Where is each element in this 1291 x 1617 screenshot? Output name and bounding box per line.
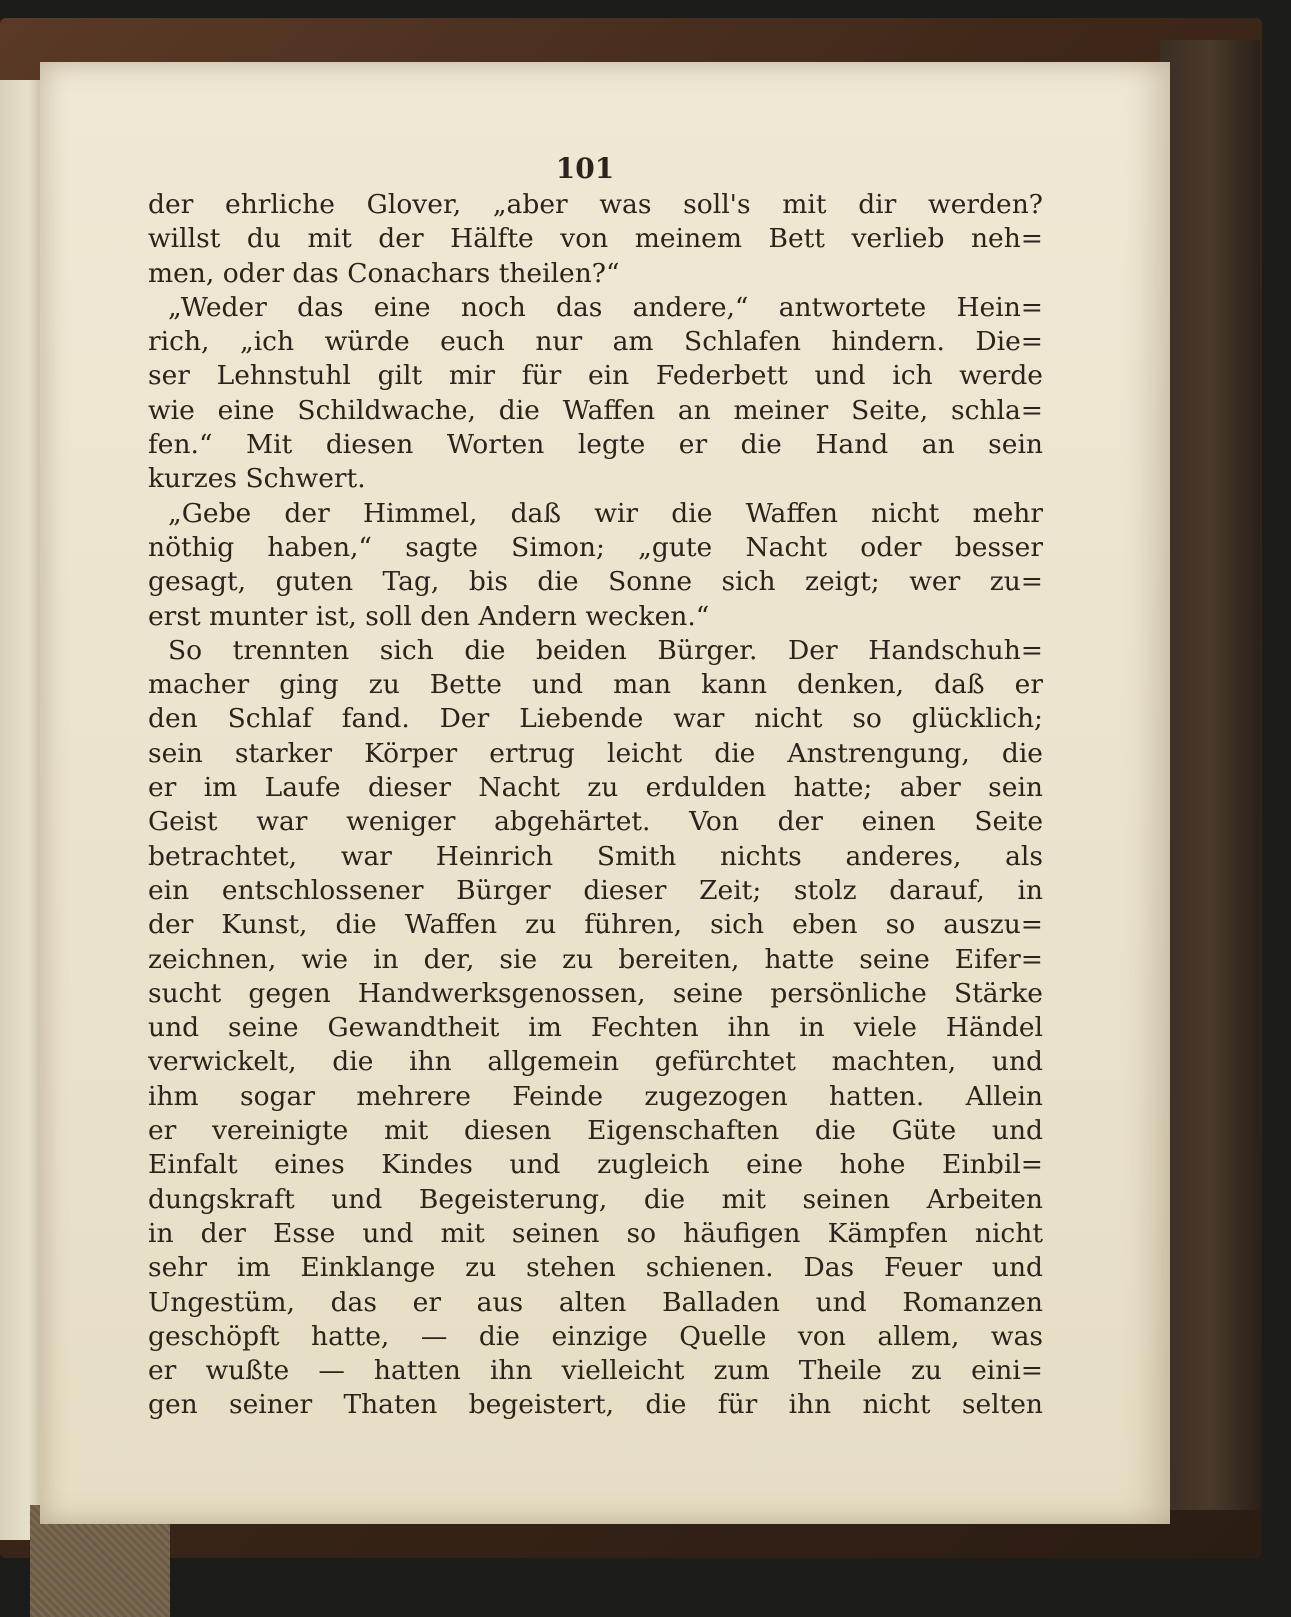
text-line: wie eine Schildwache, die Waffen an meiner Seite, schla=: [148, 394, 1043, 426]
text-line: „Weder das eine noch das andere,“ antwortete Hein=: [168, 291, 1043, 323]
text-line: So trennten sich die beiden Bürger. Der Handschuh=: [168, 634, 1043, 666]
text-line: Ungestüm, das er aus alten Balladen und Romanzen: [148, 1286, 1043, 1318]
text-line: den Schlaf fand. Der Liebende war nicht so glücklich;: [148, 703, 1043, 735]
book-cover-edge: [1160, 40, 1260, 1510]
text-line: er vereinigte mit diesen Eigenschaften die Güte und: [148, 1115, 1043, 1147]
page-number: 101: [555, 152, 615, 185]
text-line: „Gebe der Himmel, daß wir die Waffen nicht mehr: [168, 497, 1043, 529]
text-line: gen seiner Thaten begeistert, die für ihn nicht selten: [148, 1389, 1043, 1421]
text-line: fen.“ Mit diesen Worten legte er die Hand an sein: [148, 429, 1043, 461]
text-line: sein starker Körper ertrug leicht die Anstrengung, die: [148, 737, 1043, 769]
text-line: gesagt, guten Tag, bis die Sonne sich zeigt; wer zu=: [148, 566, 1043, 598]
text-line: erst munter ist, soll den Andern wecken.“: [148, 600, 710, 632]
text-line: macher ging zu Bette und man kann denken, daß er: [148, 669, 1043, 701]
text-line: sehr im Einklange zu stehen schienen. Das Feuer und: [148, 1252, 1043, 1284]
text-line: ihm sogar mehrere Feinde zugezogen hatten. Allein: [148, 1080, 1043, 1112]
text-line: rich, „ich würde euch nur am Schlafen hindern. Die=: [148, 326, 1043, 358]
text-line: willst du mit der Hälfte von meinem Bett verlieb neh=: [148, 223, 1043, 255]
text-line: verwickelt, die ihn allgemein gefürchtet machten, und: [148, 1046, 1043, 1078]
text-line: betrachtet, war Heinrich Smith nichts anderes, als: [148, 840, 1043, 872]
book-page: [40, 62, 1170, 1524]
text-line: Einfalt eines Kindes und zugleich eine hohe Einbil=: [148, 1149, 1043, 1181]
text-line: er wußte — hatten ihn vielleicht zum Theile zu eini=: [148, 1355, 1043, 1387]
text-line: er im Laufe dieser Nacht zu erdulden hatte; aber sein: [148, 772, 1043, 804]
text-line: und seine Gewandtheit im Fechten ihn in viele Händel: [148, 1012, 1043, 1044]
text-line: der ehrliche Glover, „aber was soll's mit dir werden?: [148, 189, 1043, 220]
text-line: geschöpft hatte, — die einzige Quelle von allem, was: [148, 1320, 1043, 1352]
text-line: men, oder das Conachars theilen?“: [148, 257, 620, 289]
text-line: der Kunst, die Waffen zu führen, sich eben so auszu=: [148, 909, 1043, 941]
text-line: kurzes Schwert.: [148, 463, 366, 495]
text-body: [148, 188, 1043, 1423]
text-line: dungskraft und Begeisterung, die mit seinen Arbeiten: [148, 1183, 1043, 1215]
text-line: nöthig haben,“ sagte Simon; „gute Nacht oder besser: [148, 531, 1043, 563]
text-line: zeichnen, wie in der, sie zu bereiten, hatte seine Eifer=: [148, 943, 1043, 975]
text-line: ein entschlossener Bürger dieser Zeit; stolz darauf, in: [148, 874, 1043, 906]
text-line: Geist war weniger abgehärtet. Von der einen Seite: [148, 806, 1043, 838]
left-page-edge: [0, 80, 40, 1540]
text-line: ser Lehnstuhl gilt mir für ein Federbett und ich werde: [148, 360, 1043, 392]
text-line: sucht gegen Handwerksgenossen, seine persönliche Stärke: [148, 977, 1043, 1009]
text-line: in der Esse und mit seinen so häufigen Kämpfen nicht: [148, 1217, 1043, 1249]
